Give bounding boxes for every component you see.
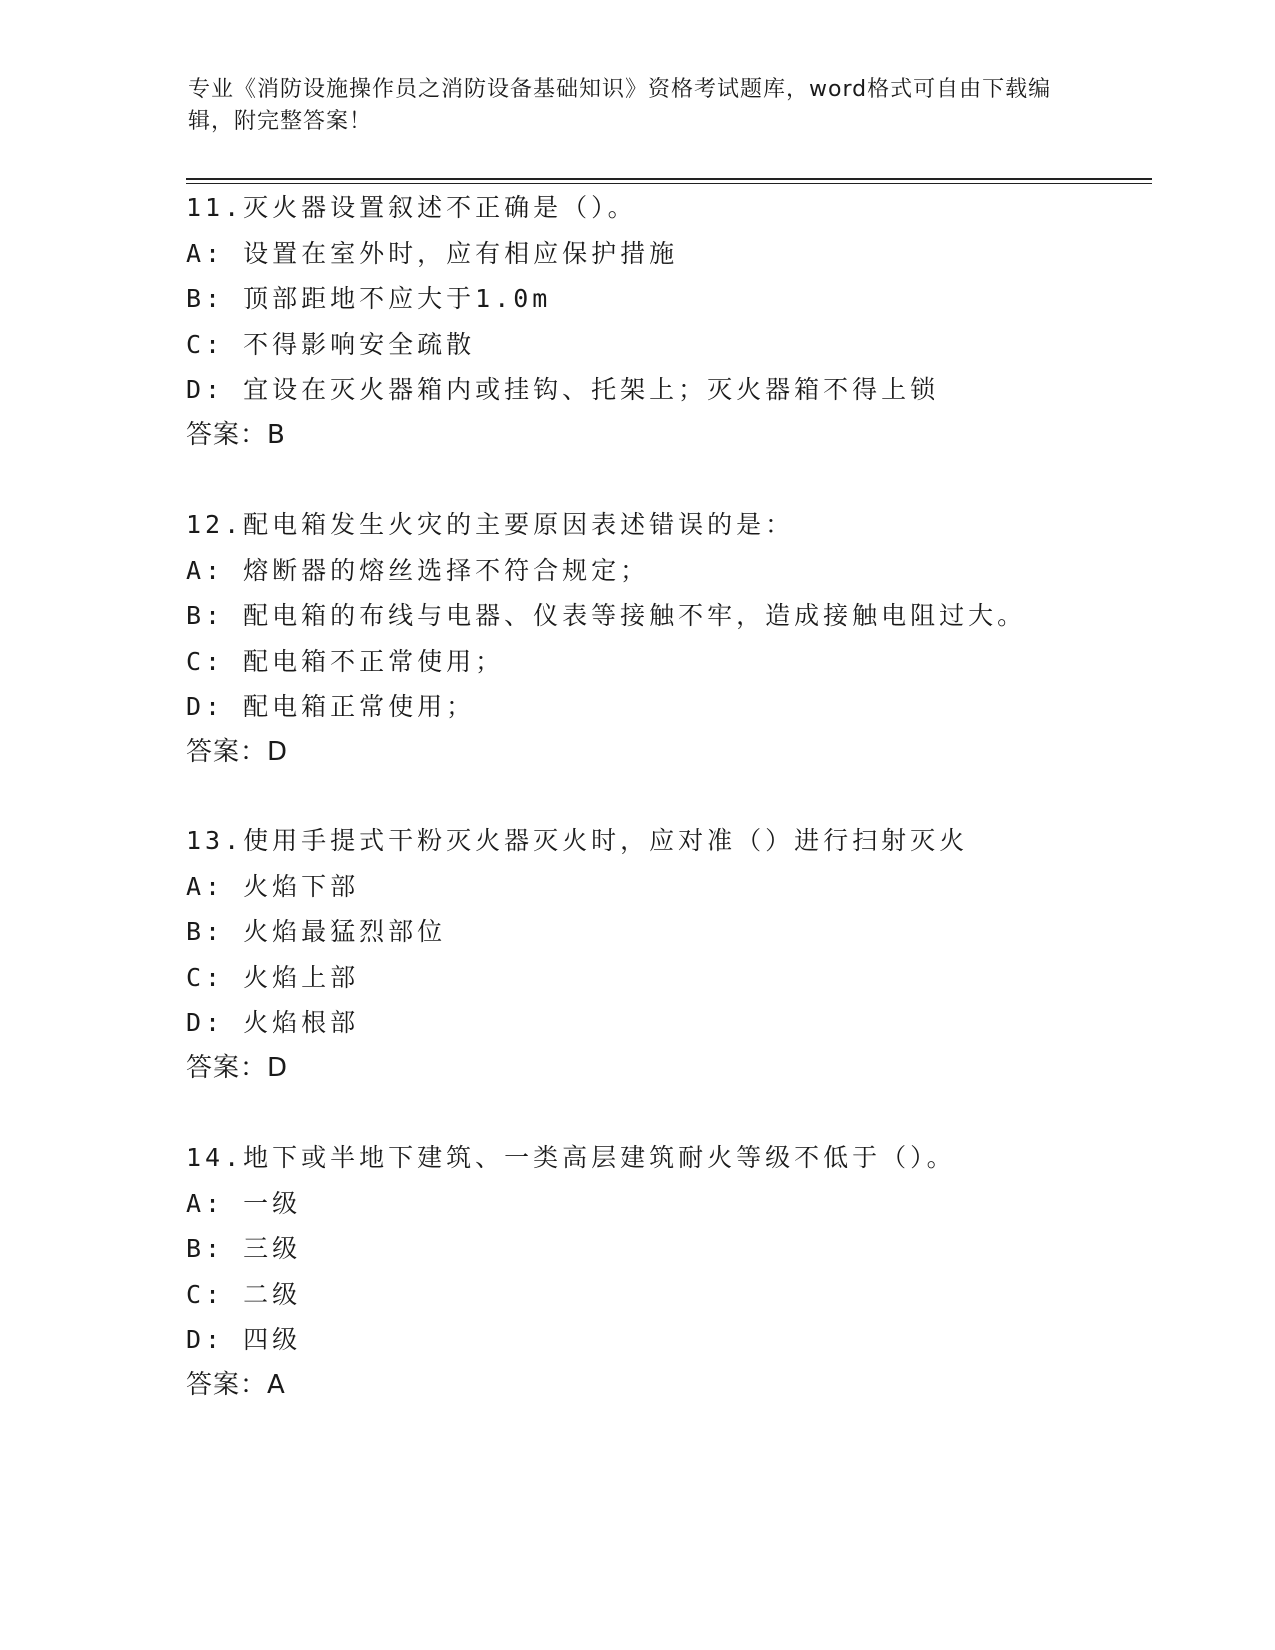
- option-d: D: 配电箱正常使用；: [186, 692, 476, 721]
- option-c: C: 不得影响安全疏散: [186, 329, 476, 359]
- option-a: A: 设置在室外时，应有相应保护措施: [186, 238, 679, 268]
- answer-label: 答案：B: [186, 419, 286, 450]
- option-c: C: 火焰上部: [186, 962, 360, 992]
- header-divider-thin: [186, 183, 1152, 184]
- option-b: B: 配电箱的布线与电器、仪表等接触不牢，造成接触电阻过大。: [186, 601, 1027, 630]
- question-stem: 13.使用手提式干粉灭火器灭火时，应对准（）进行扫射灭火: [186, 826, 969, 855]
- question-11: [186, 185, 1166, 458]
- option-b: B: 三级: [186, 1234, 302, 1263]
- question-stem: 12.配电箱发生火灾的主要原因表述错误的是：: [186, 510, 795, 539]
- option-b: B: 顶部距地不应大于1.0m: [186, 284, 552, 313]
- option-c: C: 二级: [186, 1279, 302, 1309]
- option-a: A: 火焰下部: [186, 871, 360, 901]
- option-a: A: 一级: [186, 1188, 302, 1218]
- header-divider: [186, 178, 1152, 180]
- option-d: D: 四级: [186, 1325, 302, 1354]
- question-13: [186, 818, 1166, 1091]
- document-header: 专业《消防设施操作员之消防设备基础知识》资格考试题库，word格式可自由下载编辑，附完整答案！: [188, 77, 1052, 134]
- option-d: D: 火焰根部: [186, 1008, 360, 1037]
- question-stem: 14.地下或半地下建筑、一类高层建筑耐火等级不低于（）。: [186, 1143, 956, 1172]
- answer-label: 答案：D: [186, 736, 289, 767]
- question-stem: 11.灭火器设置叙述不正确是（）。: [186, 193, 637, 222]
- answer-label: 答案：D: [186, 1052, 289, 1083]
- answer-label: 答案：A: [186, 1369, 286, 1400]
- option-a: A: 熔断器的熔丝选择不符合规定；: [186, 555, 650, 585]
- option-d: D: 宜设在灭火器箱内或挂钩、托架上；灭火器箱不得上锁: [186, 375, 940, 404]
- option-b: B: 火焰最猛烈部位: [186, 917, 447, 946]
- question-12: [186, 502, 1166, 775]
- option-c: C: 配电箱不正常使用；: [186, 646, 505, 676]
- question-14: [186, 1135, 1166, 1408]
